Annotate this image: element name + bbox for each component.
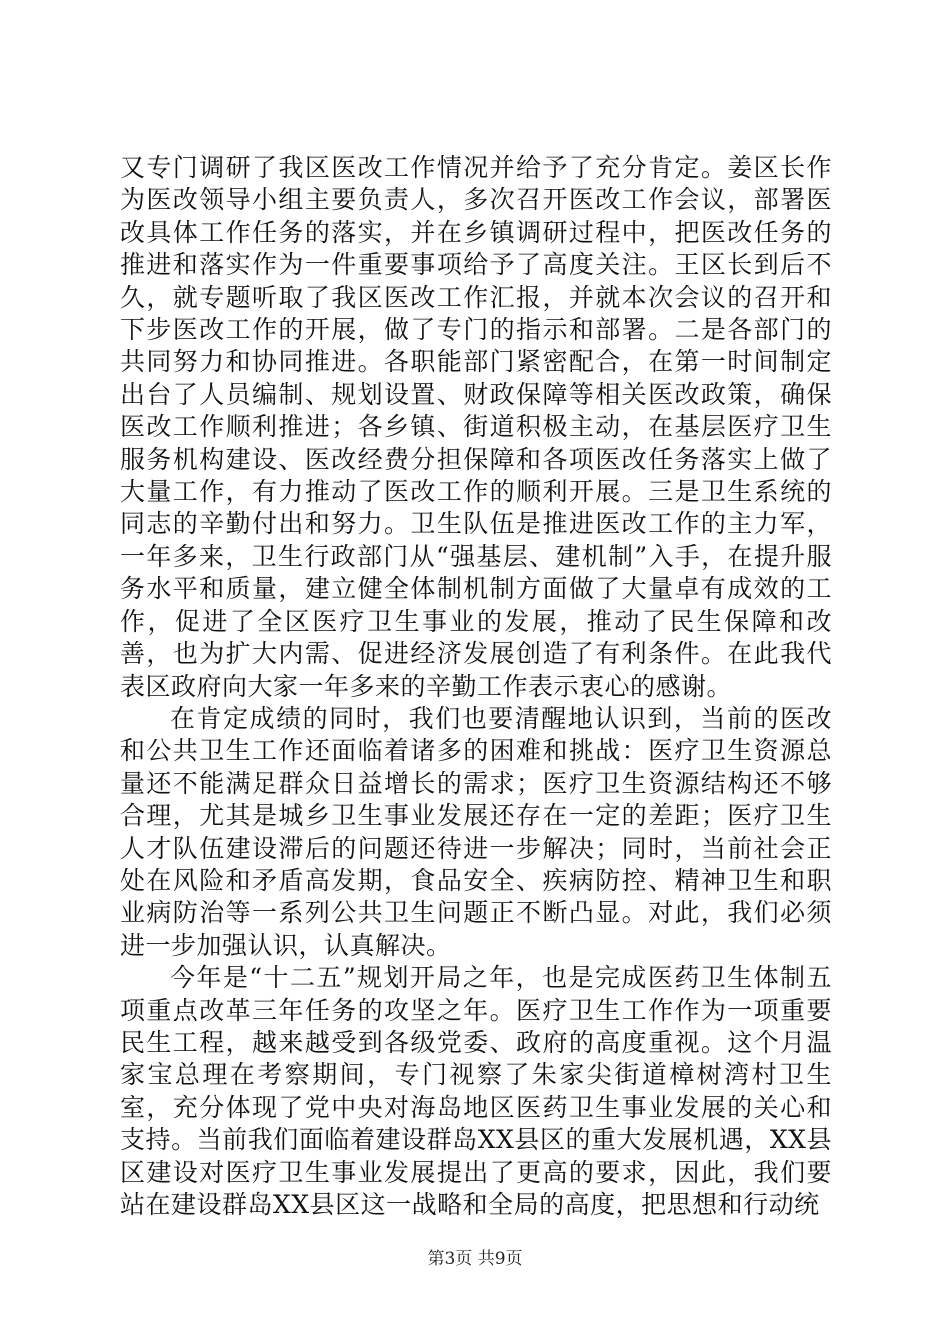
- page-number-footer: 第3页 共9页: [427, 1249, 523, 1269]
- paragraph-challenges: 在肯定成绩的同时，我们也要清醒地认识到，当前的医改和公共卫生工作还面临着诸多的困难和挑战：医疗卫生资源总量还不能满足群众日益增长的需求；医疗卫生资源结构还不够合理，尤其是城乡卫生事业发展还存在一定的差距；医疗卫生人才队伍建设滞后的问题还待进一步解决；同时，当前社会正处在风险和矛盾高发期，食品安全、疾病防控、精神卫生和职业病防治等一系列公共卫生问题正不断凸显。对此，我们必须进一步加强认识，认真解决。: [120, 703, 832, 960]
- paragraph-opportunity: 今年是“十二五”规划开局之年，也是完成医药卫生体制五项重点改革三年任务的攻坚之年。医疗卫生工作作为一项重要民生工程，越来越受到各级党委、政府的高度重视。这个月温家宝总理在考察期间，专门视察了朱家尖街道樟树湾村卫生室，充分体现了党中央对海岛地区医药卫生事业发展的关心和支持。当前我们面临着建设群岛XX县区的重大发展机遇，XX县区建设对医疗卫生事业发展提出了更高的要求，因此，我们要站在建设群岛XX县区这一战略和全局的高度，把思想和行动统: [120, 963, 832, 1219]
- document-body: [120, 152, 832, 1221]
- paragraph-continuation: 又专门调研了我区医改工作情况并给予了充分肯定。姜区长作为医改领导小组主要负责人，多次召开医改工作会议，部署医改具体工作任务的落实，并在乡镇调研过程中，把医改任务的推进和落实作为一件重要事项给予了高度关注。王区长到后不久，就专题听取了我区医改工作汇报，并就本次会议的召开和下步医改工作的开展，做了专门的指示和部署。二是各部门的共同努力和协同推进。各职能部门紧密配合，在第一时间制定出台了人员编制、规划设置、财政保障等相关医改政策，确保医改工作顺利推进；各乡镇、街道积极主动，在基层医疗卫生服务机构建设、医改经费分担保障和各项医改任务落实上做了大量工作，有力推动了医改工作的顺利开展。三是卫生系统的同志的辛勤付出和努力。卫生队伍是推进医改工作的主力军，一年多来，卫生行政部门从“强基层、建机制”入手，在提升服务水平和质量，建立健全体制机制方面做了大量卓有成效的工作，促进了全区医疗卫生事业的发展，推动了民生保障和改善，也为扩大内需、促进经济发展创造了有利条件。在此我代表区政府向大家一年多来的辛勤工作表示衷心的感谢。: [120, 153, 832, 701]
